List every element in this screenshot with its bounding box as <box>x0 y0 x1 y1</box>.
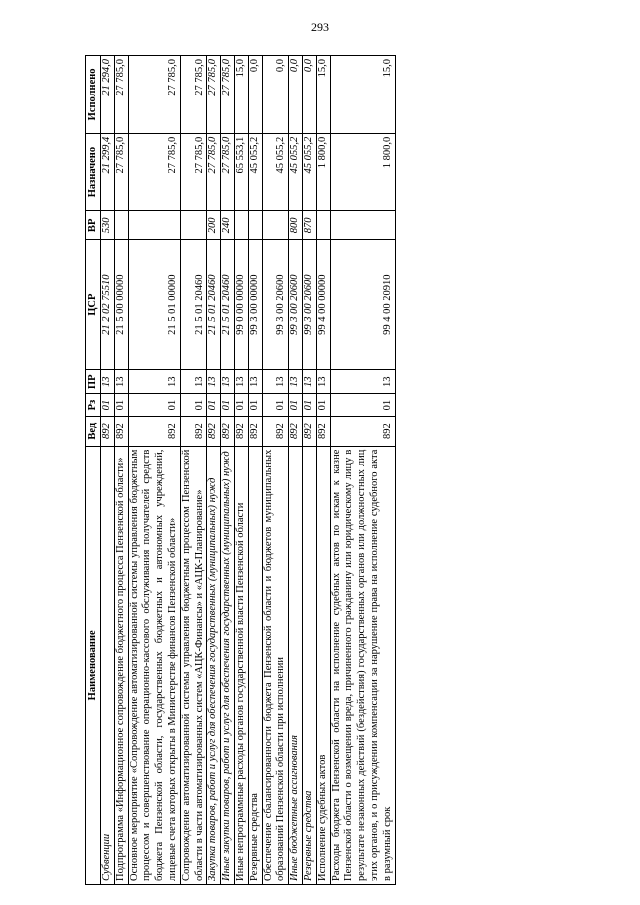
row-naznacheno-cell: 27 785,0 <box>207 133 221 211</box>
row-rz-cell: 01 <box>289 394 303 416</box>
budget-table <box>85 55 396 885</box>
row-naznacheno-cell: 65 553,1 <box>234 133 248 211</box>
row-naznacheno-cell: 27 785,0 <box>128 133 180 211</box>
row-naznacheno-cell: 45 055,2 <box>302 133 316 211</box>
row-vr-cell <box>114 211 128 240</box>
row-naznacheno-cell: 45 055,2 <box>248 133 262 211</box>
table-row <box>221 56 235 885</box>
row-rz-cell: 01 <box>330 394 395 416</box>
row-pr-cell: 13 <box>128 370 180 394</box>
row-ved-cell: 892 <box>234 416 248 446</box>
table-row <box>248 56 262 885</box>
row-rz-cell: 01 <box>316 394 330 416</box>
row-csr-cell: 99 0 00 00000 <box>234 240 248 370</box>
row-vr-cell: 870 <box>302 211 316 240</box>
header-csr: ЦСР <box>86 240 101 370</box>
row-vr-cell <box>316 211 330 240</box>
row-csr-cell: 21 5 01 20460 <box>207 240 221 370</box>
header-ispolneno: Исполнено <box>86 56 101 134</box>
row-csr-cell: 21 5 00 00000 <box>114 240 128 370</box>
page-number: 293 <box>311 20 329 34</box>
row-rz-cell: 01 <box>221 394 235 416</box>
row-ispolneno-cell: 0,0 <box>289 56 303 134</box>
header-pr: ПР <box>86 370 101 394</box>
table-header-row <box>86 56 101 885</box>
row-vr-cell: 200 <box>207 211 221 240</box>
table-row <box>128 56 180 885</box>
row-pr-cell: 13 <box>114 370 128 394</box>
table-body <box>101 56 396 885</box>
row-naznacheno-cell: 45 055,2 <box>262 133 289 211</box>
row-ved-cell: 892 <box>330 416 395 446</box>
row-ispolneno-cell: 27 785,0 <box>221 56 235 134</box>
rotated-table-container <box>85 55 560 885</box>
row-ved-cell: 892 <box>101 416 115 446</box>
row-vr-cell: 240 <box>221 211 235 240</box>
row-pr-cell: 13 <box>207 370 221 394</box>
row-name-cell: Иные бюджетные ассигнования <box>289 446 303 884</box>
table-row <box>262 56 289 885</box>
table-row <box>101 56 115 885</box>
row-pr-cell: 13 <box>302 370 316 394</box>
row-ved-cell: 892 <box>128 416 180 446</box>
rotated-table-area <box>85 55 560 885</box>
row-rz-cell: 01 <box>262 394 289 416</box>
table-row <box>289 56 303 885</box>
table-row <box>316 56 330 885</box>
header-name: Наименование <box>86 446 101 884</box>
row-name-cell: Иные закупки товаров, работ и услуг для обеспечения государственных (муниципальных) нужд <box>221 446 235 884</box>
header-ved: Вед <box>86 416 101 446</box>
row-ved-cell: 892 <box>262 416 289 446</box>
row-name-cell: Резервные средства <box>302 446 316 884</box>
row-naznacheno-cell: 21 299,4 <box>101 133 115 211</box>
row-csr-cell: 99 3 00 20600 <box>262 240 289 370</box>
row-ispolneno-cell: 27 785,0 <box>207 56 221 134</box>
row-naznacheno-cell: 1 800,0 <box>330 133 395 211</box>
row-rz-cell: 01 <box>302 394 316 416</box>
row-ved-cell: 892 <box>248 416 262 446</box>
row-rz-cell: 01 <box>101 394 115 416</box>
row-name-cell: Расходы бюджета Пензенской области на исполнение судебных актов по искам к казне Пензенской области о возмещении вреда, причиненного гражданину или юридическому лицу в результате незаконных действий (бездействия) государственных органов или должностных лиц этих органов, и о присуждении компенсации за нарушение права на исполнение судебного акта в разумный срок <box>330 446 395 884</box>
table-row <box>302 56 316 885</box>
row-csr-cell: 21 2 02 75510 <box>101 240 115 370</box>
row-pr-cell: 13 <box>316 370 330 394</box>
row-name-cell: Субвенции <box>101 446 115 884</box>
table-row <box>180 56 207 885</box>
row-name-cell: Закупка товаров, работ и услуг для обеспечения государственных (муниципальных) нужд <box>207 446 221 884</box>
row-pr-cell: 13 <box>262 370 289 394</box>
row-ispolneno-cell: 15,0 <box>316 56 330 134</box>
row-vr-cell <box>330 211 395 240</box>
row-name-cell: Подпрограмма «Информационное сопровождение бюджетного процесса Пензенской области» <box>114 446 128 884</box>
row-csr-cell: 21 5 01 20460 <box>180 240 207 370</box>
row-ved-cell: 892 <box>221 416 235 446</box>
row-name-cell: Иные непрограммные расходы органов государственной власти Пензенской области <box>234 446 248 884</box>
table-row <box>114 56 128 885</box>
row-ispolneno-cell: 15,0 <box>234 56 248 134</box>
row-vr-cell <box>128 211 180 240</box>
row-ved-cell: 892 <box>114 416 128 446</box>
row-ved-cell: 892 <box>180 416 207 446</box>
row-name-cell: Сопровождение автоматизированной системы управления бюджетным процессом Пензенской области в части автоматизированных систем «АЦК-Финансы» и «АЦК-Планирование» <box>180 446 207 884</box>
row-pr-cell: 13 <box>248 370 262 394</box>
row-ispolneno-cell: 27 785,0 <box>114 56 128 134</box>
row-vr-cell: 530 <box>101 211 115 240</box>
row-csr-cell: 99 4 00 00000 <box>316 240 330 370</box>
row-csr-cell: 99 4 00 20910 <box>330 240 395 370</box>
row-csr-cell: 99 3 00 00000 <box>248 240 262 370</box>
row-pr-cell: 13 <box>101 370 115 394</box>
row-ispolneno-cell: 27 785,0 <box>128 56 180 134</box>
row-ispolneno-cell: 21 294,0 <box>101 56 115 134</box>
row-naznacheno-cell: 27 785,0 <box>114 133 128 211</box>
row-vr-cell: 800 <box>289 211 303 240</box>
row-name-cell: Резервные средства <box>248 446 262 884</box>
row-csr-cell: 21 5 01 00000 <box>128 240 180 370</box>
row-ved-cell: 892 <box>302 416 316 446</box>
row-vr-cell <box>248 211 262 240</box>
row-ispolneno-cell: 15,0 <box>330 56 395 134</box>
row-csr-cell: 99 3 00 20600 <box>302 240 316 370</box>
row-name-cell: Обеспечение сбалансированности бюджета Пензенской области и бюджетов муниципальных образований Пензенской области при исполнении <box>262 446 289 884</box>
header-rz: Рз <box>86 394 101 416</box>
header-naznacheno: Назначено <box>86 133 101 211</box>
table-row <box>207 56 221 885</box>
row-rz-cell: 01 <box>128 394 180 416</box>
row-rz-cell: 01 <box>114 394 128 416</box>
row-vr-cell <box>262 211 289 240</box>
row-ispolneno-cell: 0,0 <box>262 56 289 134</box>
table-row <box>330 56 395 885</box>
row-naznacheno-cell: 27 785,0 <box>221 133 235 211</box>
row-ved-cell: 892 <box>316 416 330 446</box>
row-csr-cell: 99 3 00 20600 <box>289 240 303 370</box>
row-ispolneno-cell: 27 785,0 <box>180 56 207 134</box>
row-vr-cell <box>180 211 207 240</box>
row-ispolneno-cell: 0,0 <box>302 56 316 134</box>
row-naznacheno-cell: 45 055,2 <box>289 133 303 211</box>
row-pr-cell: 13 <box>330 370 395 394</box>
row-rz-cell: 01 <box>180 394 207 416</box>
table-row <box>234 56 248 885</box>
row-ved-cell: 892 <box>289 416 303 446</box>
row-pr-cell: 13 <box>289 370 303 394</box>
row-ispolneno-cell: 0,0 <box>248 56 262 134</box>
row-pr-cell: 13 <box>234 370 248 394</box>
row-name-cell: Основное мероприятие «Сопровождение автоматизированной системы управления бюджетным процессом и совершенствование операционно-кассового обслуживания получателей средств бюджета Пензенской области, государственных бюджетных и автономных учреждений, лицевые счета которых открыты в Министерстве финансов Пензенской области» <box>128 446 180 884</box>
row-rz-cell: 01 <box>234 394 248 416</box>
row-naznacheno-cell: 1 800,0 <box>316 133 330 211</box>
row-pr-cell: 13 <box>221 370 235 394</box>
row-ved-cell: 892 <box>207 416 221 446</box>
row-rz-cell: 01 <box>248 394 262 416</box>
row-csr-cell: 21 5 01 20460 <box>221 240 235 370</box>
row-vr-cell <box>234 211 248 240</box>
row-rz-cell: 01 <box>207 394 221 416</box>
header-vr: ВР <box>86 211 101 240</box>
row-name-cell: Исполнение судебных актов <box>316 446 330 884</box>
row-pr-cell: 13 <box>180 370 207 394</box>
row-naznacheno-cell: 27 785,0 <box>180 133 207 211</box>
